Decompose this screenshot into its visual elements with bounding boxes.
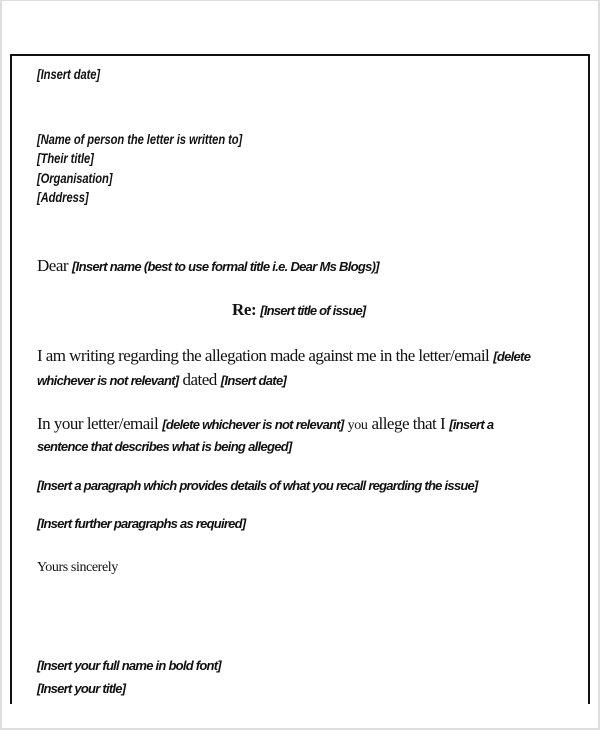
date-placeholder: [Insert date] bbox=[37, 66, 101, 82]
subject-placeholder: [Insert title of issue] bbox=[260, 303, 366, 318]
recipient-address bbox=[37, 189, 101, 207]
recipient-name bbox=[37, 131, 294, 149]
subject-line bbox=[232, 300, 365, 320]
paragraph1-placeholder-a: [delete bbox=[493, 349, 531, 364]
paragraph4-placeholder: [Insert further paragraphs as required] bbox=[37, 516, 246, 531]
paragraph2-insert-placeholder-b: sentence that describes what is being alleged] bbox=[37, 439, 292, 454]
paragraph4 bbox=[37, 515, 245, 533]
paragraph3-placeholder: [Insert a paragraph which provides details of what you recall regarding the issue] bbox=[37, 478, 478, 493]
signature-title bbox=[37, 680, 125, 698]
salutation bbox=[37, 256, 379, 276]
paragraph2-line1 bbox=[37, 414, 493, 434]
paragraph2-placeholder: [delete whichever is not relevant] bbox=[162, 417, 344, 432]
paragraph2-insert-placeholder-a: [insert a bbox=[449, 417, 494, 432]
recipient-organisation bbox=[37, 170, 131, 188]
paragraph1-line1 bbox=[37, 346, 530, 366]
paragraph3 bbox=[37, 477, 478, 495]
signature-name bbox=[37, 657, 221, 675]
paragraph2-you: you bbox=[347, 418, 368, 433]
paragraph1-placeholder-b: whichever is not relevant] bbox=[37, 373, 179, 388]
closing bbox=[37, 558, 118, 576]
recipient-address-placeholder: [Address] bbox=[37, 189, 89, 205]
paragraph1-date-placeholder: [Insert date] bbox=[220, 373, 287, 388]
signature-title-placeholder: [Insert your title] bbox=[37, 681, 126, 696]
date-line bbox=[37, 66, 116, 84]
closing-text: Yours sincerely bbox=[37, 560, 118, 575]
paragraph2-allege: allege that I bbox=[371, 414, 446, 433]
salutation-prefix: Dear bbox=[37, 256, 69, 275]
salutation-placeholder: [Insert name (best to use formal title i.e. Dear Ms Blogs)] bbox=[72, 259, 379, 274]
signature-name-placeholder: [Insert your full name in bold font] bbox=[37, 658, 221, 673]
recipient-title-placeholder: [Their title] bbox=[37, 150, 94, 166]
paragraph1-text: I am writing regarding the allegation made against me in the letter/email bbox=[37, 346, 490, 365]
recipient-organisation-placeholder: [Organisation] bbox=[37, 170, 113, 186]
subject-label: Re: bbox=[232, 300, 257, 319]
paragraph2-text: In your letter/email bbox=[37, 414, 159, 433]
recipient-title bbox=[37, 150, 108, 168]
paragraph2-line2 bbox=[37, 438, 292, 456]
recipient-name-placeholder: [Name of person the letter is written to] bbox=[37, 131, 243, 147]
paragraph1-dated: dated bbox=[182, 370, 217, 389]
paragraph1-line2 bbox=[37, 370, 286, 390]
